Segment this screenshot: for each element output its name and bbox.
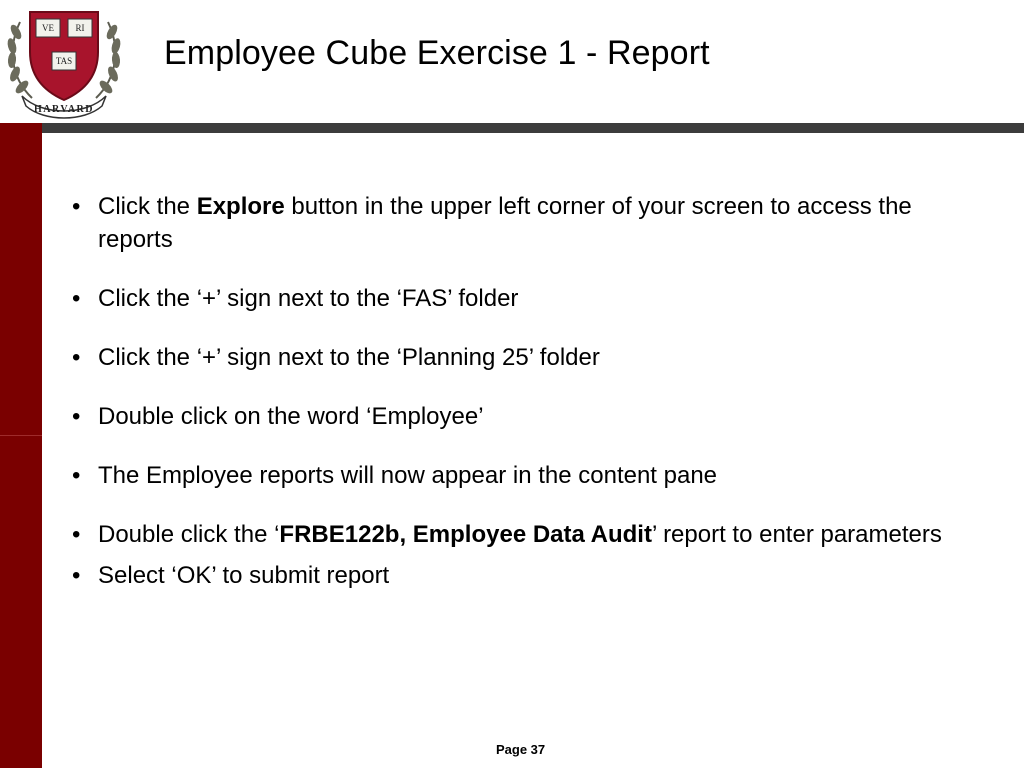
bullet-item: • Click the ‘+’ sign next to the ‘FAS’ folder — [72, 282, 972, 315]
harvard-crest-icon — [2, 2, 126, 120]
bullet-dot: • — [72, 285, 81, 312]
bullet-item: • Click the Explore button in the upper left corner of your screen to access the reports — [72, 190, 972, 256]
slide-title: Employee Cube Exercise 1 - Report — [164, 34, 710, 72]
bullet-item: • Click the ‘+’ sign next to the ‘Planning 25’ folder — [72, 341, 972, 374]
bullet-dot: • — [72, 344, 81, 371]
bullet-dot: • — [72, 462, 81, 489]
page-number: Page 37 — [496, 742, 546, 757]
slide-content — [72, 190, 972, 592]
bullet-item: • Double click the ‘FRBE122b, Employee Data Audit’ report to enter parameters — [72, 518, 972, 551]
header-divider — [0, 123, 1024, 133]
bullet-dot: • — [72, 521, 81, 548]
bullet-item: • The Employee reports will now appear in the content pane — [72, 459, 972, 492]
bullet-item: • Select ‘OK’ to submit report — [72, 559, 972, 592]
accent-bar-divider — [0, 435, 42, 436]
left-accent-bar — [0, 123, 42, 768]
harvard-crest-logo — [2, 2, 126, 120]
crest-banner-text: HARVARD — [34, 104, 94, 115]
bullet-list — [72, 190, 972, 592]
crest-word-ve: VE — [42, 23, 54, 33]
bullet-dot: • — [72, 403, 81, 430]
crest-word-tas: TAS — [55, 56, 73, 66]
crest-word-ri: RI — [75, 23, 85, 33]
bullet-dot: • — [72, 562, 81, 589]
bullet-dot: • — [72, 193, 81, 220]
bullet-item: • Double click on the word ‘Employee’ — [72, 400, 972, 433]
